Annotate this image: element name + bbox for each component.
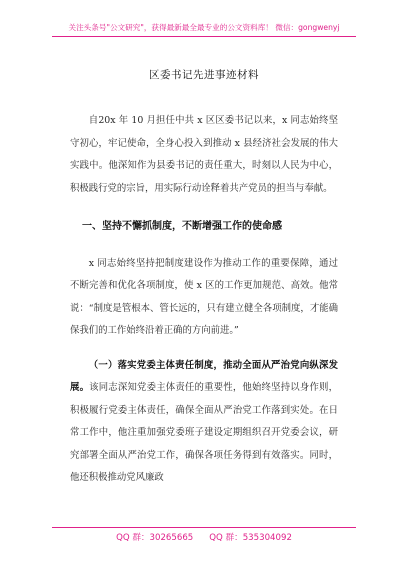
footer-contact xyxy=(0,531,408,543)
document-title: 区委书记先进事迹材料 xyxy=(149,69,259,81)
footer-qq-group-1: QQ 群：30265665 xyxy=(116,533,194,543)
footer-divider xyxy=(52,527,356,528)
document-body xyxy=(70,110,338,490)
header-divider xyxy=(52,36,356,37)
subsection-text-1: 该同志深知党委主体责任的重要性，他始终坚持以身作则，积极履行党委主体责任，确保全面从严治党工作落到实处。在日常工作中，他注重加强党委班子建设定期组织召开党委会议，研究部署全面从严治党工作，确保各项任务得到有效落实。同时，他还积极推动党风廉政 xyxy=(70,382,338,483)
subsection-heading-1: （一）落实党委主体责任制度，推动全面从严治党向纵深发展。 xyxy=(70,359,338,393)
footer-qq-group-2: QQ 群：535304092 xyxy=(209,533,292,543)
section-paragraph-1: x 同志始终坚持把制度建设作为推动工作的重要保障，通过不断完善和优化各项制度，使 x 区的工作更加规范、高效。他常说：“制度是管根本、管长远的，只有建立健全各项制度，才能确保我们的工作始终沿着正确的方向前进。” xyxy=(70,257,338,336)
section-heading-1: 一、坚持不懈抓制度，不断增强工作的使命感 xyxy=(82,221,282,232)
subsection-paragraph-1 xyxy=(70,355,338,490)
intro-paragraph: 自20x 年 10 月担任中共 x 区区委书记以来，x 同志始终坚守初心，牢记使命，全身心投入到推动 x 县经济社会发展的伟大实践中。他深知作为县委书记的责任重大，时刻以人民为中心，积极践行党的宗旨，用实际行动诠释着共产党员的担当与奉献。 xyxy=(70,115,338,194)
header-banner: 关注头条号"公文研究"，获得最新最全最专业的公文资料库！ 微信：gongwenyj xyxy=(68,23,340,32)
